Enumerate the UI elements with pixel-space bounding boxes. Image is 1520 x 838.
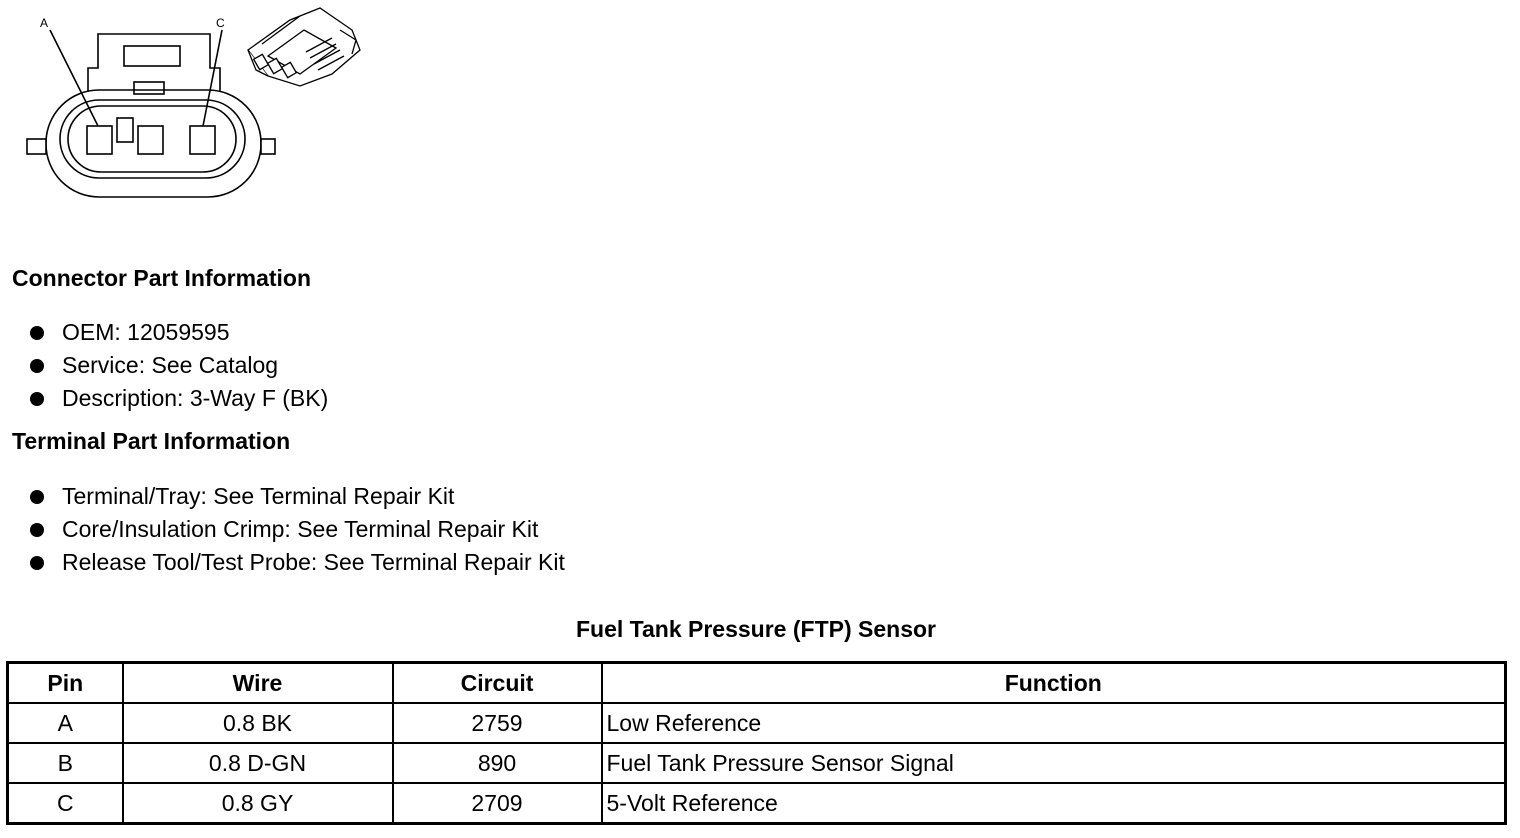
list-item: Release Tool/Test Probe: See Terminal Repair Kit [30, 546, 565, 579]
cell-pin: C [8, 783, 123, 824]
header-wire: Wire [123, 663, 393, 704]
right-tab [261, 139, 275, 154]
terminal-part-info-heading: Terminal Part Information [12, 428, 291, 454]
table-row [8, 743, 1506, 783]
connector-isometric-view [248, 8, 360, 86]
cell-wire: 0.8 D-GN [123, 743, 393, 783]
cavity-b [138, 126, 163, 154]
list-item: Terminal/Tray: See Terminal Repair Kit [30, 480, 565, 513]
cell-pin: B [8, 743, 123, 783]
bullet-icon [30, 556, 44, 570]
bullet-icon [30, 326, 44, 340]
connector-diagram [0, 0, 380, 215]
key-slot [117, 118, 133, 142]
cell-circuit: 2759 [393, 703, 602, 743]
header-circuit: Circuit [393, 663, 602, 704]
bullet-icon [30, 490, 44, 504]
cell-circuit: 2709 [393, 783, 602, 824]
cavity-c [190, 126, 215, 154]
list-item: Service: See Catalog [30, 349, 328, 382]
table-title: Fuel Tank Pressure (FTP) Sensor [575, 616, 936, 642]
pin-label-c: C [216, 16, 225, 30]
bullet-icon [30, 359, 44, 373]
left-tab [27, 139, 46, 154]
cell-circuit: 890 [393, 743, 602, 783]
cavity-a [87, 126, 112, 154]
cell-pin: A [8, 703, 123, 743]
connector-part-info-list [30, 316, 328, 415]
table-row [8, 783, 1506, 824]
list-item: Core/Insulation Crimp: See Terminal Repair Kit [30, 513, 565, 546]
bullet-icon [30, 392, 44, 406]
cell-function: Low Reference [602, 703, 1506, 743]
header-pin: Pin [8, 663, 123, 704]
cell-function: 5-Volt Reference [602, 783, 1506, 824]
table-header-row [8, 663, 1506, 704]
table-row [8, 703, 1506, 743]
pinout-table [6, 661, 1507, 825]
latch [88, 34, 220, 92]
cell-wire: 0.8 BK [123, 703, 393, 743]
pin-label-a: A [40, 16, 49, 30]
cell-wire: 0.8 GY [123, 783, 393, 824]
terminal-part-info-list [30, 480, 565, 579]
list-item: Description: 3-Way F (BK) [30, 382, 328, 415]
bullet-icon [30, 523, 44, 537]
cell-function: Fuel Tank Pressure Sensor Signal [602, 743, 1506, 783]
list-item: OEM: 12059595 [30, 316, 328, 349]
header-function: Function [602, 663, 1506, 704]
connector-part-info-heading: Connector Part Information [12, 265, 312, 291]
